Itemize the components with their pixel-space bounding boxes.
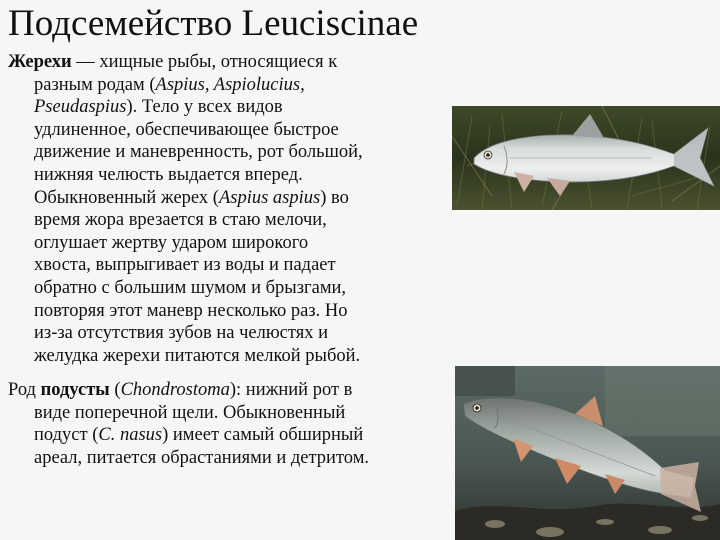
text-line: Род <box>8 380 41 400</box>
text-line: ареал, питается обрастаниями и детритом. <box>34 447 370 468</box>
text-line: подуст ( <box>34 425 99 446</box>
latin-name: Pseudaspius <box>34 97 127 118</box>
text-line: повторяя этот маневр несколько раз. Но <box>34 300 348 321</box>
text-line: хвоста, выпрыгивает из воды и падает <box>34 255 336 276</box>
text-line: Обыкновенный жерех ( <box>34 187 219 208</box>
term-asp: Жерехи <box>8 52 72 72</box>
text-line: виде поперечной щели. Обыкновенный <box>34 402 346 423</box>
text-line: удлиненное, обеспечивающее быстрое <box>34 119 339 140</box>
text-line: ) имеет самый обширный <box>162 425 364 446</box>
text-line: желудка жерехи питаются мелкой рыбой. <box>34 345 361 366</box>
asp-fish-image <box>452 106 720 210</box>
text-line: нижняя челюсть выдается вперед. <box>34 164 303 185</box>
text-line: ): нижний рот в <box>229 380 353 400</box>
term-nase: подусты <box>40 380 110 400</box>
text-line: — хищные рыбы, относящиеся к <box>71 52 338 72</box>
paragraph-asp <box>8 51 363 367</box>
text-line: ) во <box>320 187 349 208</box>
slide-title: Подсемейство Leuciscinae <box>8 3 419 44</box>
latin-name: Aspius, Aspiolucius, <box>155 74 305 95</box>
latin-name: C. nasus <box>98 425 163 446</box>
text-line: ). Тело у всех видов <box>126 97 283 118</box>
text-line: разным родам ( <box>34 74 156 95</box>
asp-photo <box>452 106 720 210</box>
text-line: ( <box>109 380 121 400</box>
nase-photo <box>455 366 720 540</box>
text-line: обратно с большим шумом и брызгами, <box>34 277 347 298</box>
text-line: оглушает жертву ударом широкого <box>34 232 309 253</box>
text-line: из-за отсутствия зубов на челюстях и <box>34 323 329 344</box>
text-line: время жора врезается в стаю мелочи, <box>34 210 327 231</box>
latin-name: Aspius aspius <box>218 187 321 208</box>
nase-fish-image <box>455 366 720 540</box>
latin-name: Chondrostoma <box>120 380 230 400</box>
text-line: движение и маневренность, рот большой, <box>34 142 363 163</box>
paragraph-nase <box>8 379 369 469</box>
